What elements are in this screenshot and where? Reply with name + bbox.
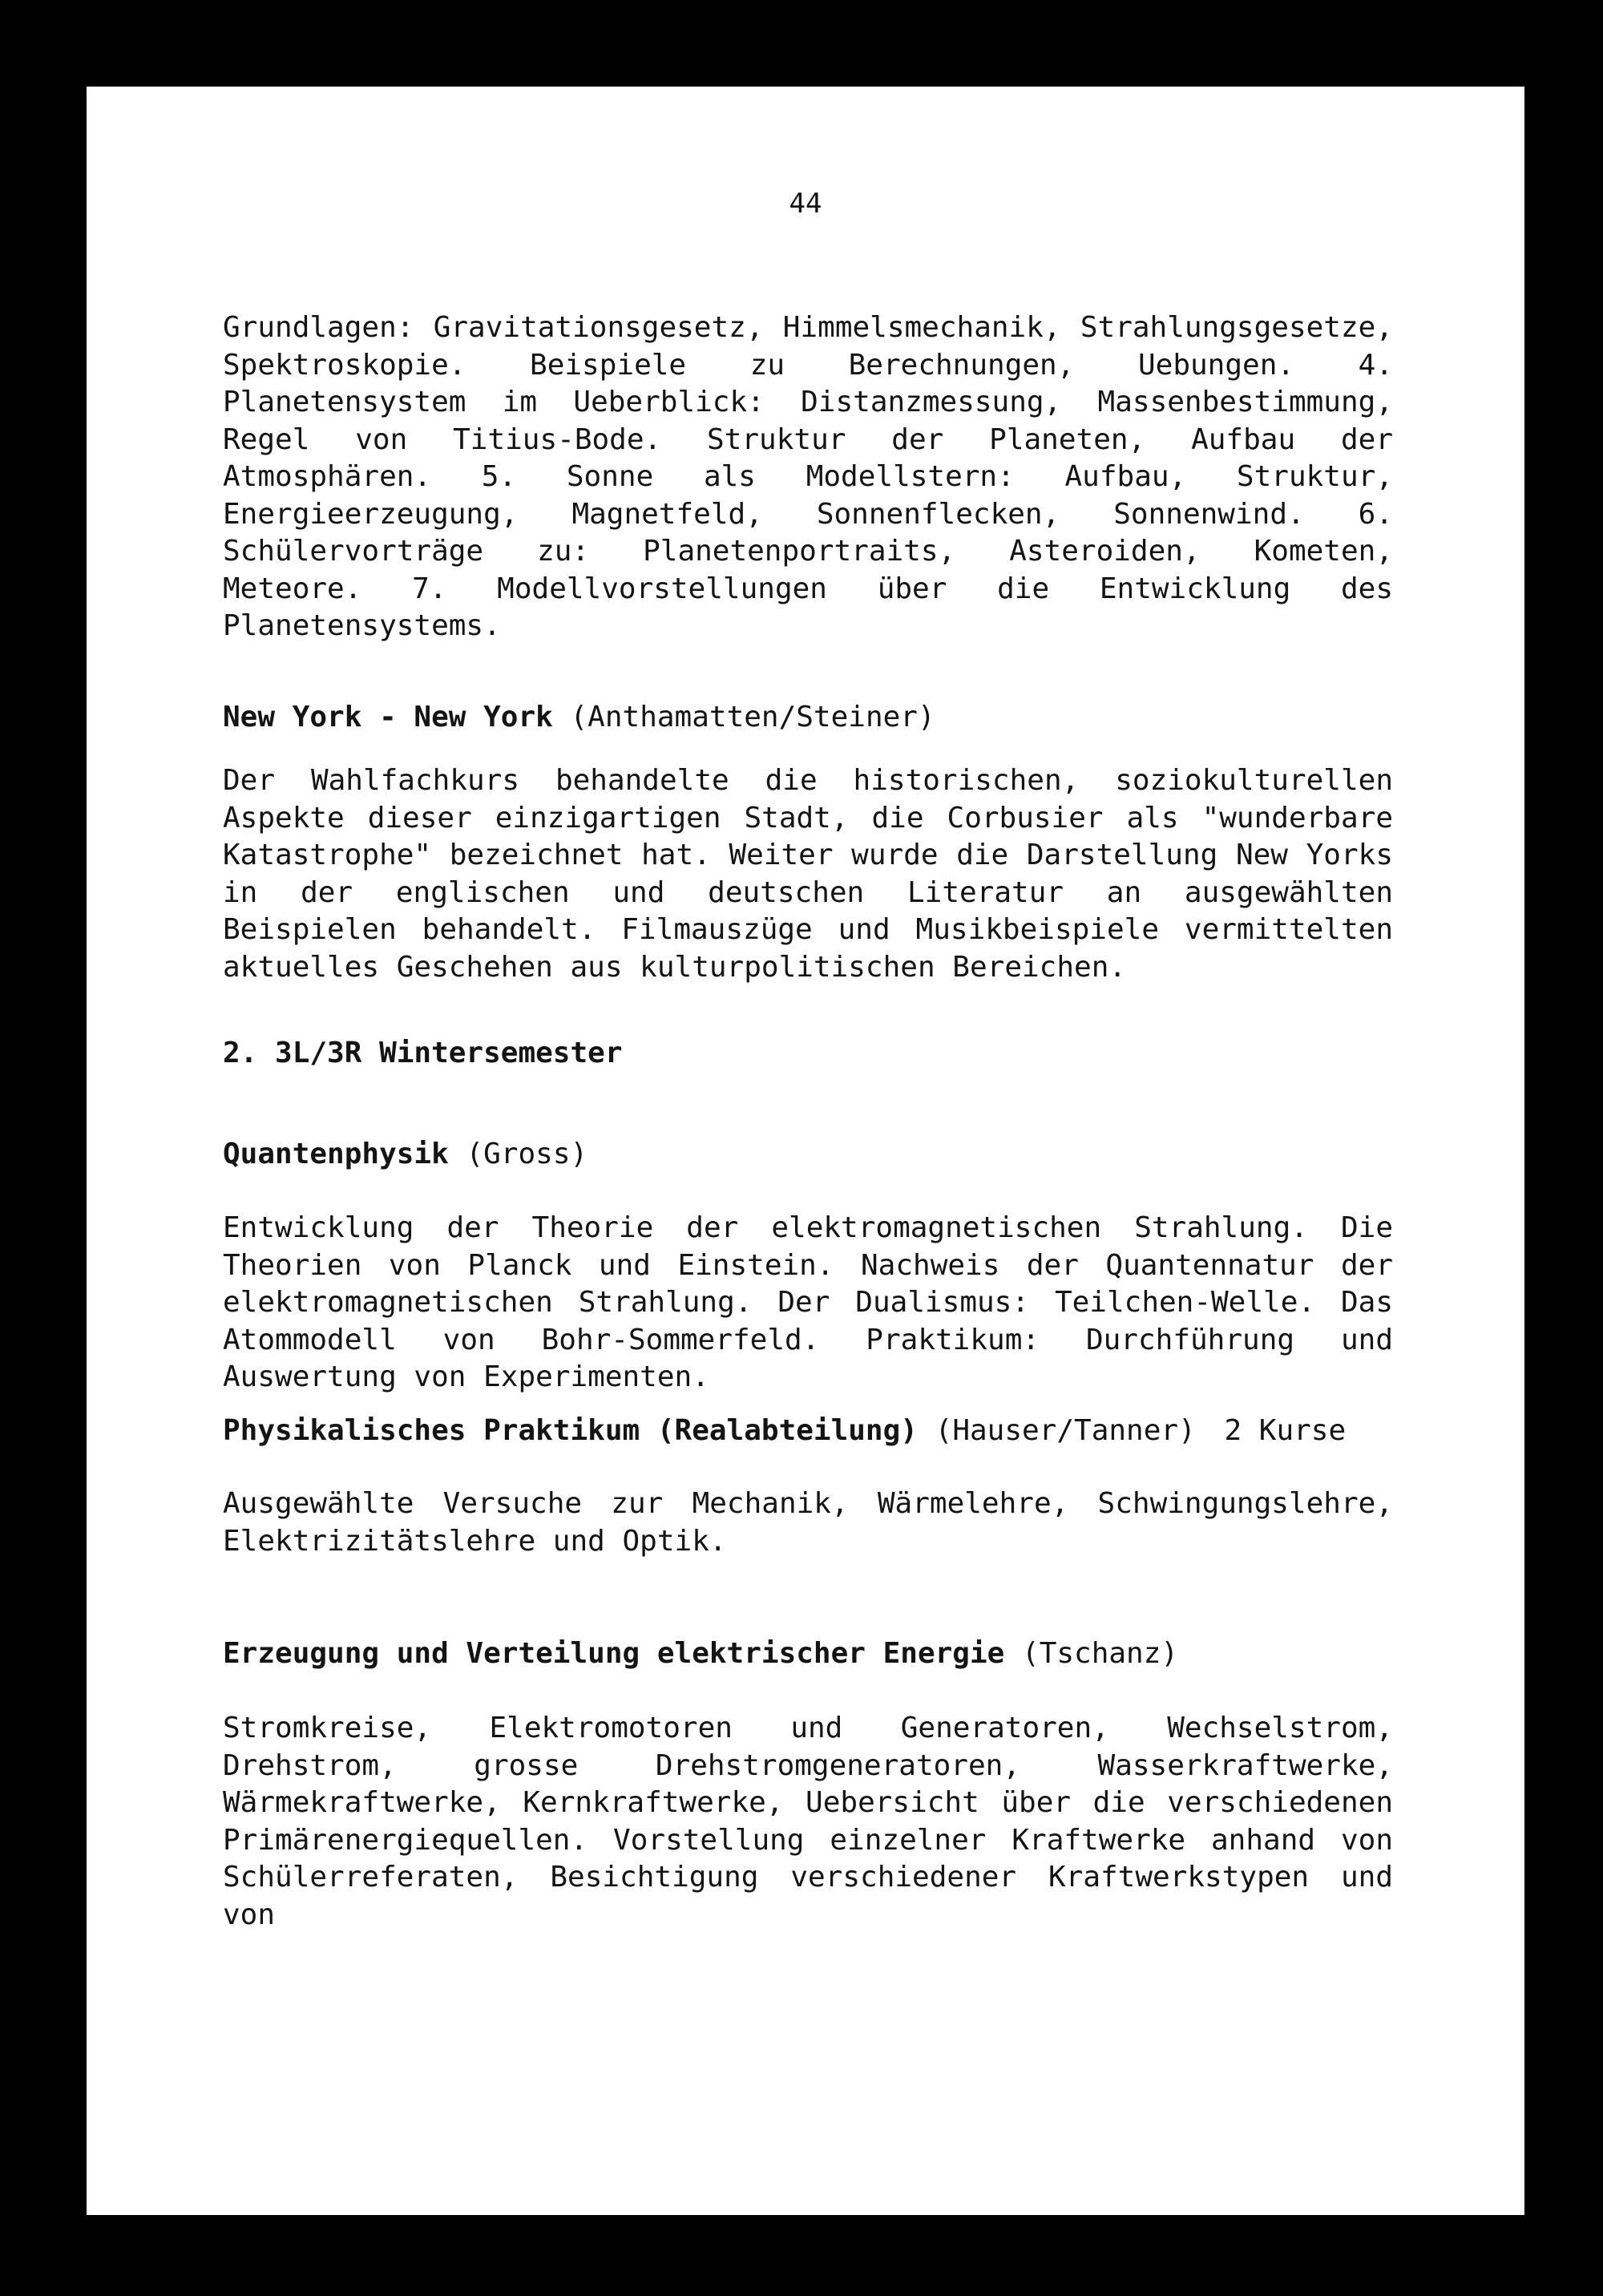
course-title: New York - New York bbox=[223, 701, 553, 734]
course-heading-physikalisches-praktikum bbox=[223, 1413, 1393, 1449]
intro-paragraph: Grundlagen: Gravitationsgesetz, Himmelsmechanik, Strahlungsgesetze, Spektroskopie. Beispiele zu Berechnungen, Uebungen. 4. Planetensystem im Ueberblick: Distanzmessung, Massenbestimmung, Regel von Titius-Bode. Struktur der Planeten, Aufbau der Atmosphären. 5. Sonne als Modellstern: Aufbau, Struktur, Energieerzeugung, Magnetfeld, Sonnenflecken, Sonnenwind. 6. Schülervorträge zu: Planetenportraits, Asteroiden, Kometen, Meteore. 7. Modellvorstellungen über die Entwicklung des Planetensystems. bbox=[223, 311, 1393, 642]
course-description-energie: Stromkreise, Elektromotoren und Generatoren, Wechselstrom, Drehstrom, grosse Drehstromgeneratoren, Wasserkraftwerke, Wärmekraftwerke, Kernkraftwerke, Uebersicht über die verschiedenen Primärenergiequellen. Vorstellung einzelner Kraftwerke anhand von Schülerreferaten, Besichtigung verschiedener Kraftwerkstypen und von bbox=[223, 1712, 1393, 1931]
course-heading-energie bbox=[223, 1635, 1393, 1672]
course-title: Erzeugung und Verteilung elektrischer Energie bbox=[223, 1637, 1005, 1670]
page-number: 44 bbox=[789, 188, 822, 220]
section-heading-text: 2. 3L/3R Wintersemester bbox=[223, 1037, 623, 1069]
course-heading-quantenphysik bbox=[223, 1136, 1393, 1173]
course-teachers: (Hauser/Tanner) bbox=[935, 1414, 1196, 1447]
section-heading bbox=[223, 1035, 1393, 1072]
course-title: Physikalisches Praktikum (Realabteilung) bbox=[223, 1414, 918, 1447]
course-extra: 2 Kurse bbox=[1224, 1414, 1347, 1447]
course-teachers: (Anthamatten/Steiner) bbox=[570, 701, 935, 734]
course-description-quantenphysik: Entwicklung der Theorie der elektromagnetischen Strahlung. Die Theorien von Planck und Einstein. Nachweis der Quantennatur der elektromagnetischen Strahlung. Der Dualismus: Teilchen-Welle. Das Atommodell von Bohr-Sommerfeld. Praktikum: Durchführung und Auswertung von Experimenten. bbox=[223, 1211, 1393, 1393]
course-teachers: (Tschanz) bbox=[1022, 1637, 1179, 1670]
course-title: Quantenphysik bbox=[223, 1138, 449, 1170]
document-page bbox=[87, 87, 1524, 2215]
course-description-new-york: Der Wahlfachkurs behandelte die historischen, soziokulturellen Aspekte dieser einzigartigen Stadt, die Corbusier als "wunderbare Katastrophe" bezeichnet hat. Weiter wurde die Darstellung New Yorks in der englischen und deutschen Literatur an ausgewählten Beispielen behandelt. Filmauszüge und Musikbeispiele vermittelten aktuelles Geschehen aus kulturpolitischen Bereichen. bbox=[223, 764, 1393, 984]
course-teachers: (Gross) bbox=[466, 1138, 588, 1170]
course-heading-new-york bbox=[223, 699, 1393, 736]
course-description-physikalisches-praktikum: Ausgewählte Versuche zur Mechanik, Wärmelehre, Schwingungslehre, Elektrizitätslehre und Optik. bbox=[223, 1487, 1393, 1558]
